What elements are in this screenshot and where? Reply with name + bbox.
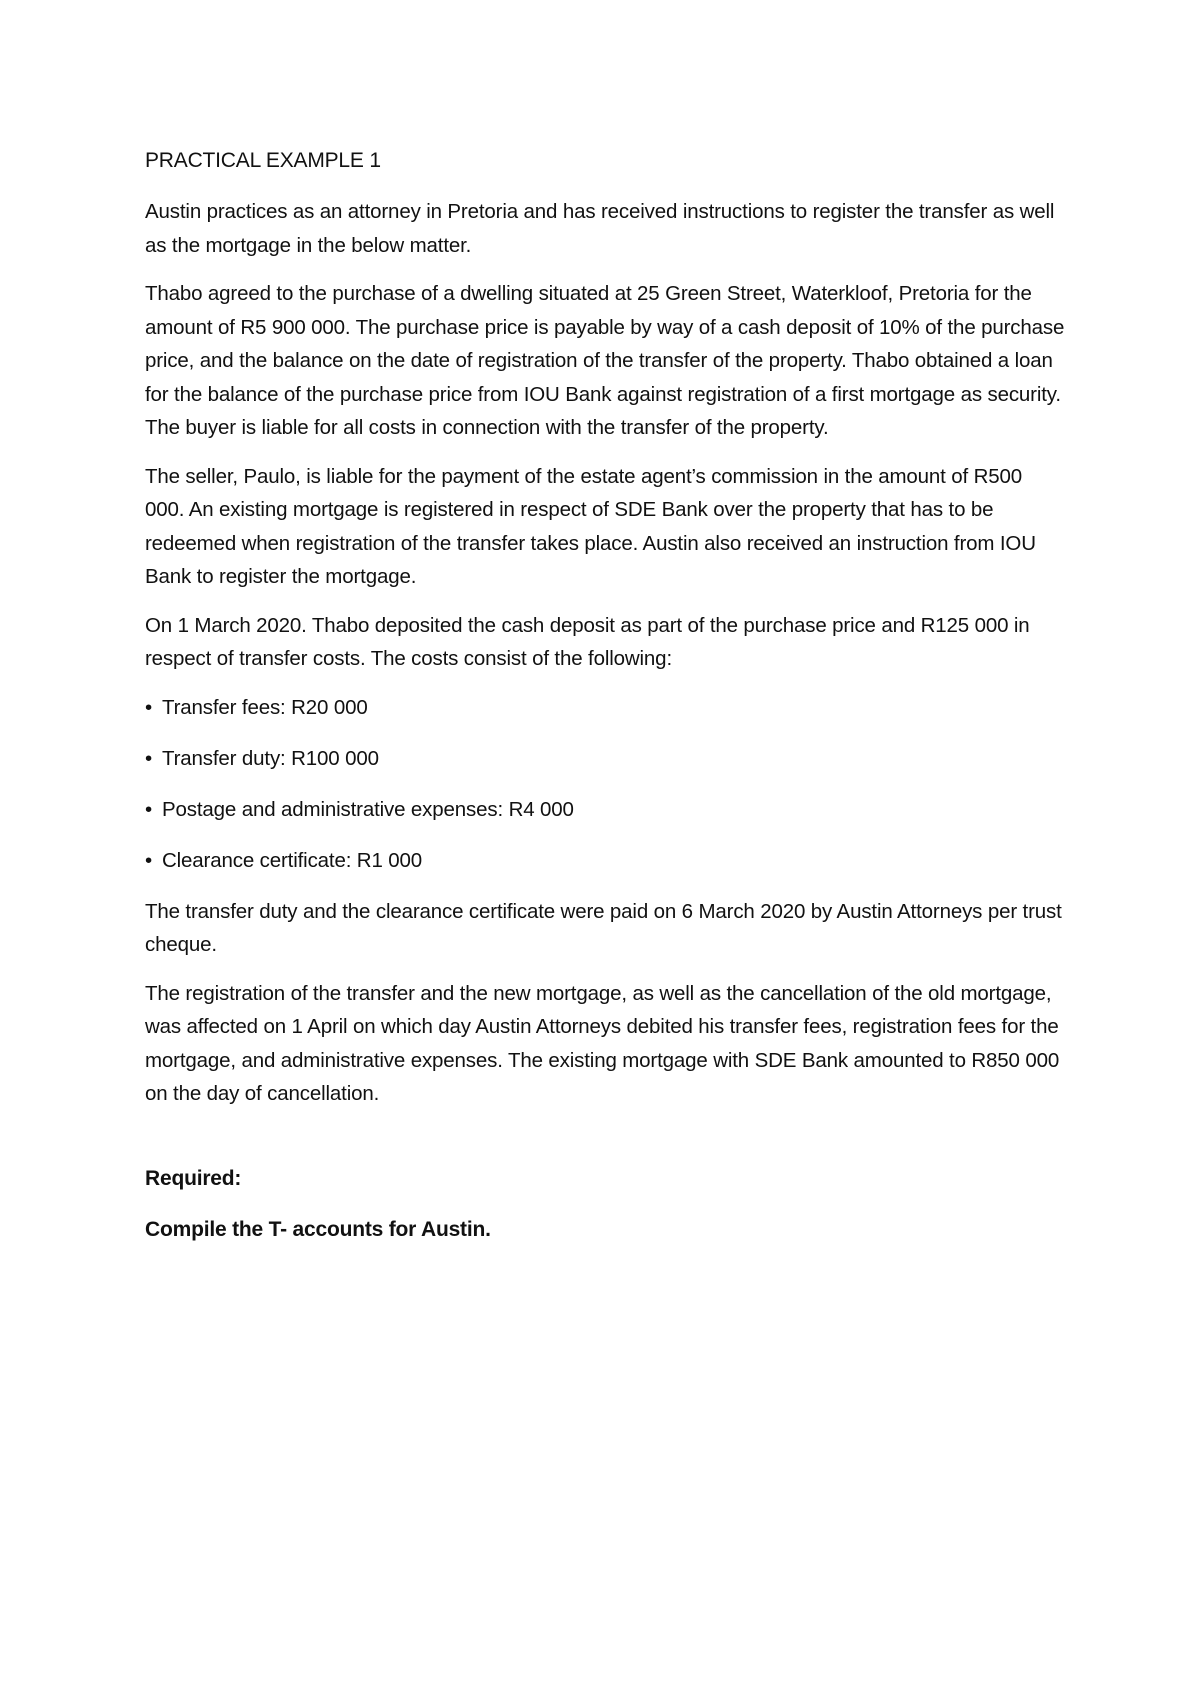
cost-item-label: Clearance certificate: R1 000 — [162, 848, 423, 872]
paragraph-registration: The registration of the transfer and the new mortgage, as well as the cancellation of the old mortgage, was affected on 1 April on which day Austin Attorneys debited his transfer fees, registration fees for the mortgage, and administrative expenses. The existing mortgage with SDE Bank amounted to R850 000 on the day of cancellation. — [145, 981, 1060, 1105]
cost-item-label: Transfer duty: R100 000 — [162, 746, 379, 770]
bullet-icon: • — [145, 797, 153, 821]
bullet-icon: • — [145, 695, 153, 719]
instruction-text: Compile the T- accounts for Austin. — [145, 1217, 491, 1241]
paragraph-trust-cheque: The transfer duty and the clearance certificate were paid on 6 March 2020 by Austin Attorneys per trust cheque. — [145, 899, 1062, 956]
document-title: PRACTICAL EXAMPLE 1 — [145, 149, 381, 172]
bullet-icon: • — [145, 746, 153, 770]
document-page — [145, 146, 1065, 1266]
paragraph-purchase: Thabo agreed to the purchase of a dwelling situated at 25 Green Street, Waterkloof, Pretoria for the amount of R5 900 000. The purchase price is payable by way of a cash deposit of 10% of the purchase price, and the balance on the date of registration of the transfer of the property. Thabo obtained a loan for the balance of the purchase price from IOU Bank against registration of a first mortgage as security. The buyer is liable for all costs in connection with the transfer of the property. — [145, 282, 1065, 439]
paragraph-deposit: On 1 March 2020. Thabo deposited the cash deposit as part of the purchase price and R125 000 in respect of transfer costs. The costs consist of the following: — [145, 613, 1030, 670]
paragraph-instructions: Austin practices as an attorney in Pretoria and has received instructions to register the transfer as well as the mortgage in the below matter. — [145, 200, 1055, 257]
cost-item-transfer-fees — [145, 691, 1065, 725]
paragraph-seller: The seller, Paulo, is liable for the payment of the estate agent’s commission in the amount of R500 000. An existing mortgage is registered in respect of SDE Bank over the property that has to be redeemed when registration of the transfer takes place. Austin also received an instruction from IOU Bank to register the mortgage. — [145, 464, 1036, 588]
cost-item-postage — [145, 793, 1065, 827]
spacer — [145, 1126, 1065, 1164]
required-label: Required: — [145, 1166, 242, 1190]
cost-item-label: Transfer fees: R20 000 — [162, 695, 368, 719]
cost-item-clearance — [145, 844, 1065, 878]
bullet-icon: • — [145, 848, 153, 872]
cost-item-label: Postage and administrative expenses: R4 000 — [162, 797, 574, 821]
cost-item-transfer-duty — [145, 742, 1065, 776]
